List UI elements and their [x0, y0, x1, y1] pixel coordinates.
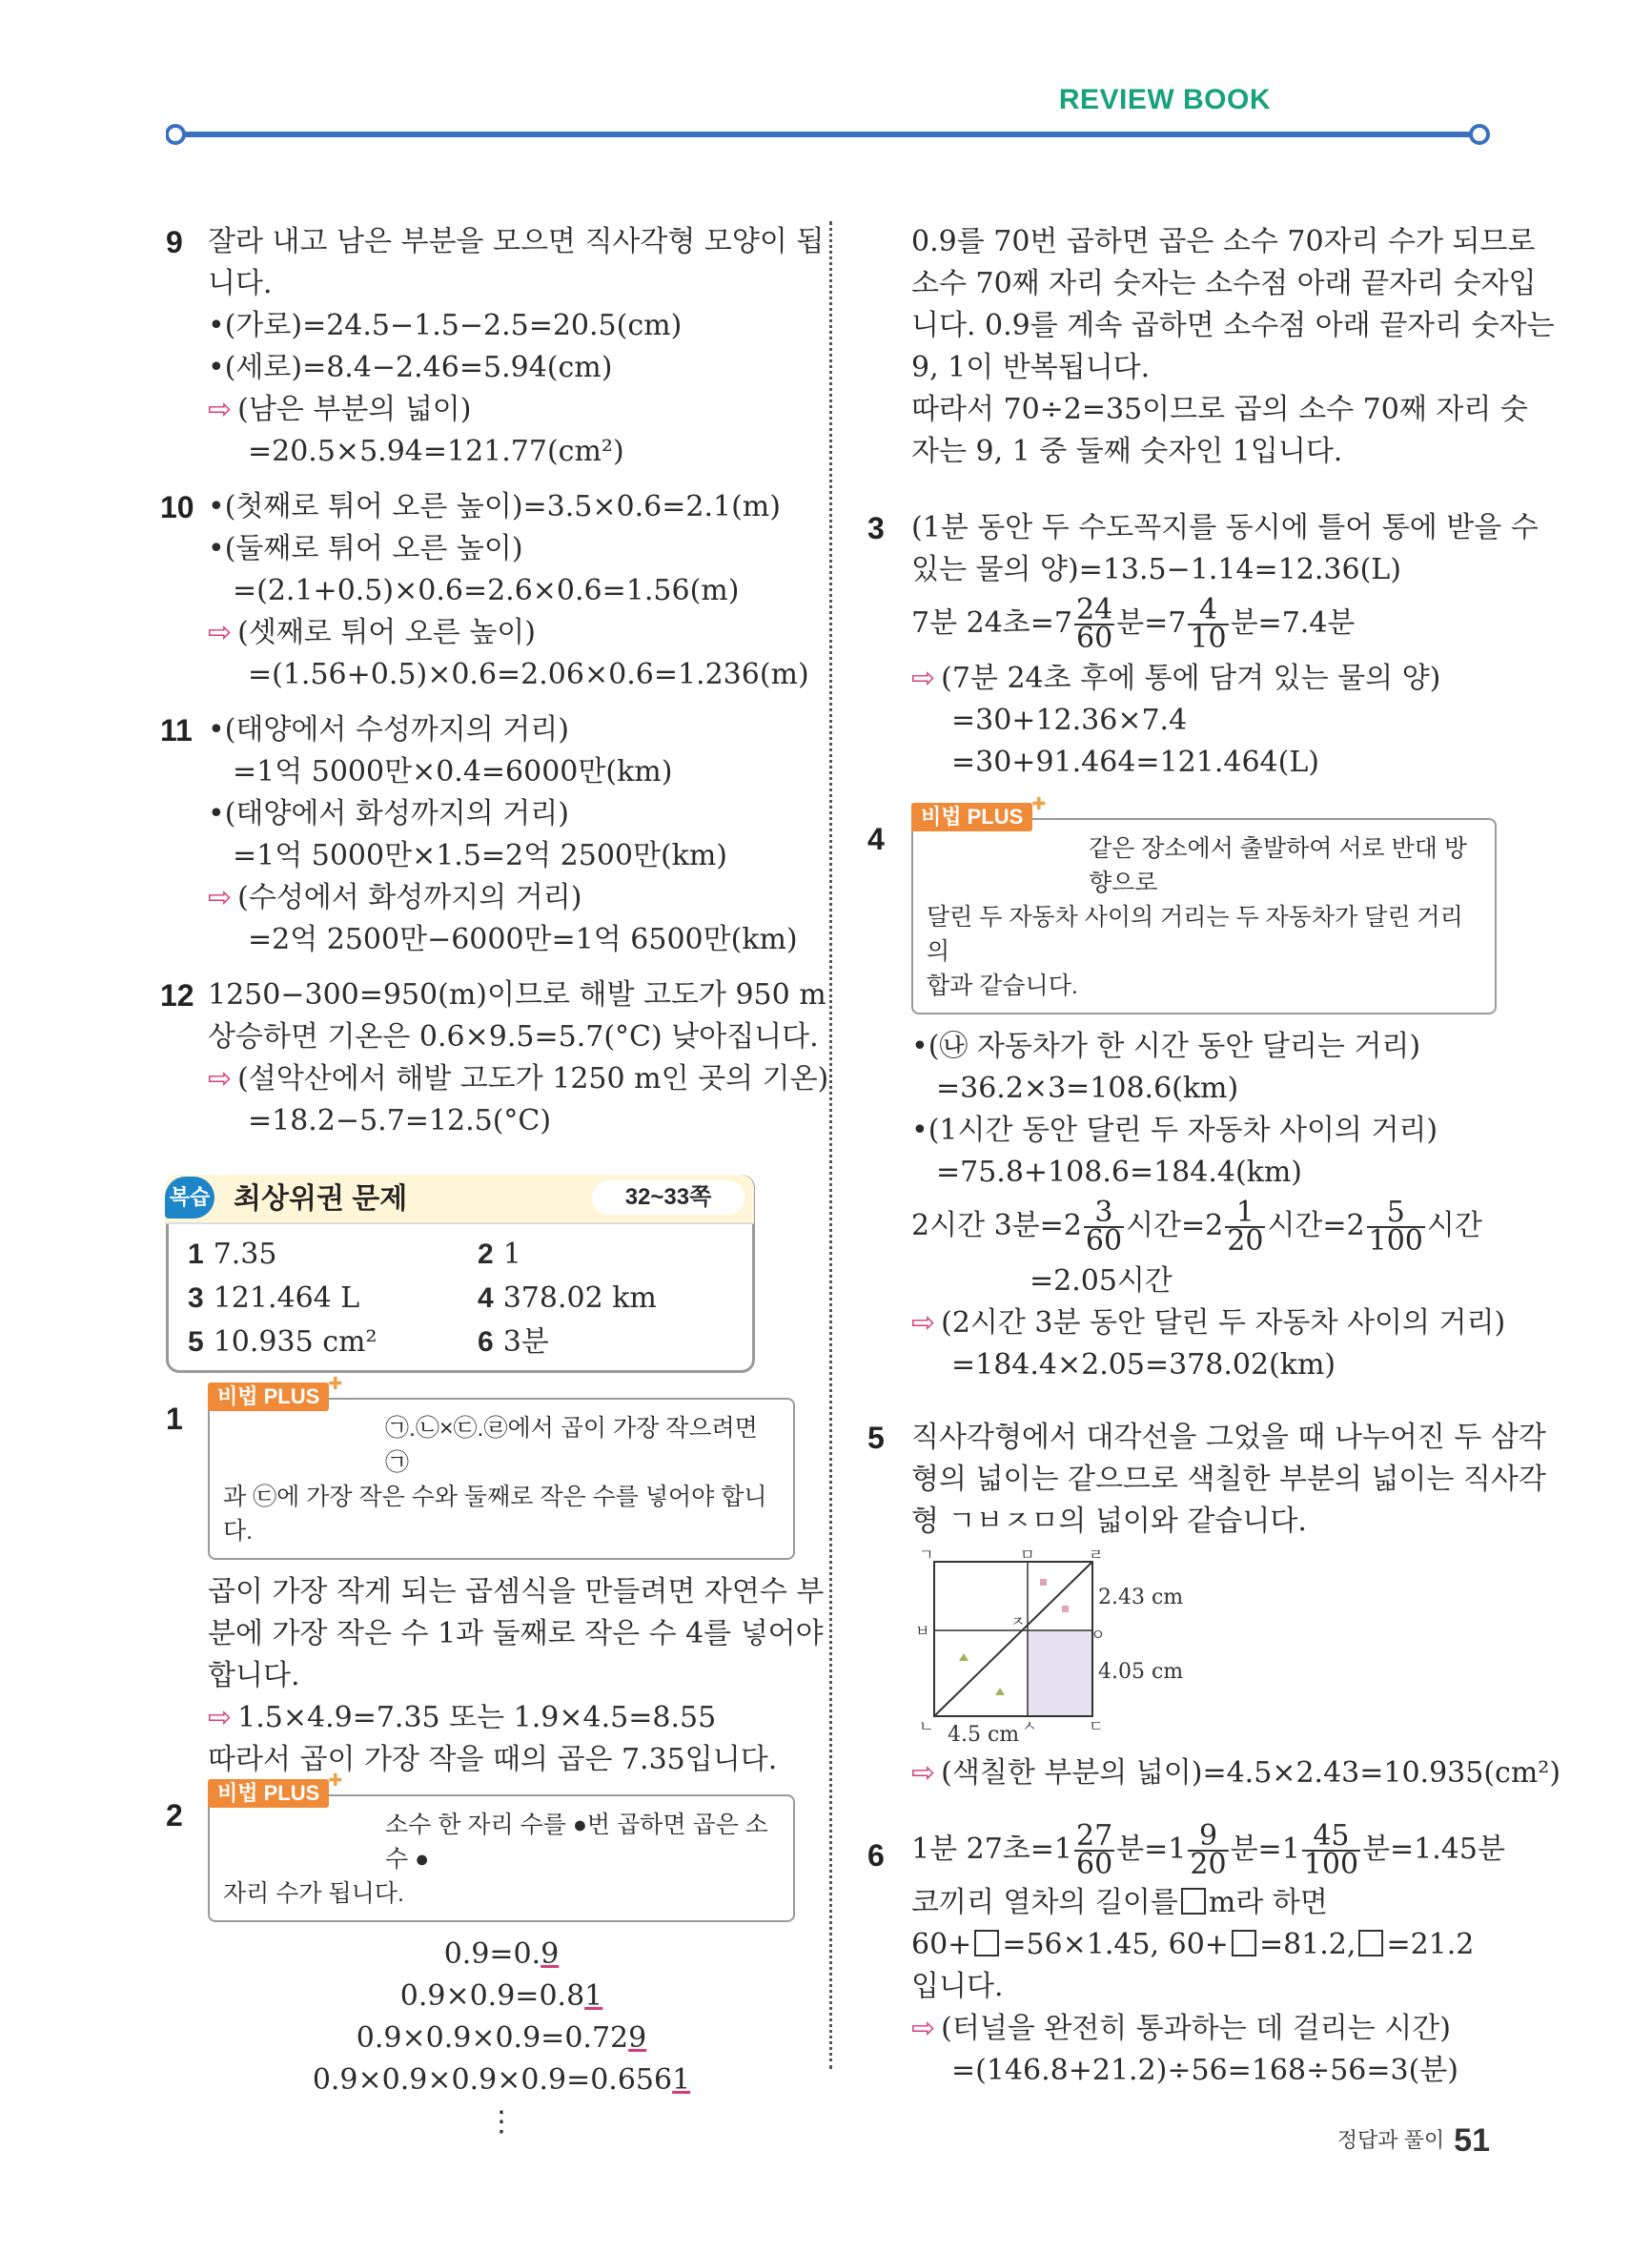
solution-3 — [867, 507, 1539, 784]
problem-number: 9 — [166, 225, 183, 259]
text-line: •(태양에서 화성까지의 거리) — [208, 797, 569, 830]
problem-number: 2 — [166, 1798, 183, 1833]
text-line: =(146.8+21.2)÷56=168÷56=3(분) — [951, 2054, 1458, 2087]
left-column — [160, 221, 829, 2157]
measure-label: 4.05 cm — [1098, 1660, 1184, 1684]
text-line: 따라서 70÷2=35이므로 곱의 소수 70째 자리 숫 — [911, 393, 1528, 426]
problem-number: 10 — [160, 490, 194, 524]
tip-text: 같은 장소에서 출발하여 서로 반대 방향으로 — [1089, 835, 1467, 896]
review-title: 최상위권 문제 — [234, 1183, 408, 1215]
review-pages: 32~33쪽 — [592, 1180, 744, 1215]
vertex-label: ㄹ — [1089, 1548, 1104, 1564]
text-line: 따라서 곱이 가장 작을 때의 곱은 7.35입니다. — [208, 1743, 778, 1776]
rectangle-diagram — [911, 1548, 1216, 1749]
tip-badge: 비법 PLUS ✚ — [208, 1383, 329, 1411]
text-line: =1억 5000만×0.4=6000만(km) — [233, 755, 673, 789]
arrow-icon: ⇨ — [911, 1756, 936, 1790]
problem-number: 11 — [160, 713, 193, 748]
tip-text: 합과 같습니다. — [927, 973, 1078, 999]
measure-label: 4.5 cm — [948, 1723, 1020, 1747]
solution-2-continued — [867, 221, 1555, 473]
arrow-icon: ⇨ — [911, 1306, 936, 1340]
solution-2 — [166, 1781, 795, 2143]
calc-block: 0.9=0.9 0.9×0.9=0.81 0.9×0.9×0.9=0.729 0.9×0.9×0.9×0.9=0.6561 ⋮ — [208, 1934, 795, 2143]
blank-box — [1358, 1930, 1383, 1956]
text-line: =18.2−5.7=12.5(°C) — [248, 1104, 552, 1137]
text-line: 0.9를 70번 곱하면 곱은 소수 70자리 수가 되므로 — [911, 225, 1536, 258]
text-line: (색칠한 부분의 넓이)=4.5×2.43=10.935(cm²) — [941, 1756, 1561, 1790]
answer-item: 5 10.935 cm² — [188, 1325, 377, 1359]
triangle-marker — [995, 1688, 1005, 1695]
text-line: (설악산에서 해발 고도가 1250 m인 곳의 기온) — [237, 1062, 829, 1096]
text-line: •(세로)=8.4−2.46=5.94(cm) — [208, 351, 613, 384]
answer-grid — [169, 1229, 752, 1364]
vertex-label: ㅅ — [1022, 1717, 1037, 1735]
text-line: 니다. 0.9를 계속 곱하면 소수점 아래 끝자리 숫자는 — [911, 309, 1555, 342]
text-line: 9, 1이 반복됩니다. — [911, 351, 1151, 384]
fraction-line: 2시간 3분=2 $\frac{3}{60}$ 시간=2 $\frac{1}{20}$ 시간=2 $\frac{5}{100}$ 시간 — [911, 1196, 1482, 1258]
text-line: (남은 부분의 넓이) — [237, 393, 472, 426]
measure-label: 2.43 cm — [1098, 1586, 1184, 1609]
solution-4 — [867, 805, 1506, 1386]
answer-item: 3 121.464 L — [188, 1281, 360, 1315]
solution-6 — [867, 1819, 1505, 2092]
tip-box — [911, 805, 1497, 1014]
arrow-icon: ⇨ — [911, 2012, 936, 2045]
answer-item: 1 7.35 — [188, 1238, 277, 1271]
tip-text: 자리 수가 됩니다. — [223, 1880, 404, 1907]
review-badge: 복습 — [165, 1177, 214, 1219]
tip-text: ㉠.㉡×㉢.㉣에서 곱이 가장 작으려면 ㉠ — [385, 1415, 758, 1476]
right-column — [867, 221, 1561, 2105]
text-line: 소수 70째 자리 숫자는 소수점 아래 끝자리 숫자입 — [911, 267, 1537, 300]
answer-item: 4 378.02 km — [478, 1281, 657, 1315]
arrow-icon: ⇨ — [208, 393, 233, 426]
header-rule — [166, 124, 1491, 145]
tip-box — [208, 1781, 795, 1922]
text-line: 입니다. — [911, 1970, 1004, 2003]
problem-10 — [160, 486, 809, 696]
text-line: (셋째로 튀어 오른 높이) — [237, 616, 536, 649]
vertex-label: ㅂ — [915, 1622, 930, 1640]
text-line: 곱이 가장 작게 되는 곱셈식을 만들려면 자연수 부 — [208, 1575, 825, 1608]
tip-text: 소수 한 자리 수를 ●번 곱하면 곱은 소수 ● — [385, 1812, 768, 1873]
text-line: =30+91.464=121.464(L) — [951, 746, 1319, 779]
text-line: =75.8+108.6=184.4(km) — [936, 1156, 1303, 1189]
text-line: =2.05시간 — [1030, 1264, 1173, 1298]
tip-badge: 비법 PLUS ✚ — [911, 803, 1032, 831]
tip-text: 달린 두 자동차 사이의 거리는 두 자동차가 달린 거리의 — [927, 904, 1463, 965]
vertex-label: ㅇ — [1091, 1626, 1106, 1644]
text-line: 형의 넓이는 같으므로 색칠한 부분의 넓이는 직사각 — [911, 1463, 1546, 1496]
vertex-label: ㄷ — [1089, 1717, 1104, 1735]
square-marker — [1040, 1579, 1047, 1586]
text-line: =184.4×2.05=378.02(km) — [951, 1348, 1336, 1382]
problem-number: 1 — [166, 1402, 183, 1436]
answer-item: 2 1 — [478, 1238, 521, 1271]
square-marker — [1062, 1606, 1069, 1612]
text-line: 직사각형에서 대각선을 그었을 때 나누어진 두 삼각 — [911, 1421, 1546, 1454]
header-title: REVIEW BOOK — [1058, 84, 1271, 115]
blank-box — [1181, 1888, 1206, 1915]
text-line: 합니다. — [208, 1659, 300, 1692]
text-line: 형 ㄱㅂㅈㅁ의 넓이와 같습니다. — [911, 1505, 1307, 1538]
tip-text: 과 ㉢에 가장 작은 수와 둘째로 작은 수를 넣어야 합니다. — [223, 1484, 767, 1545]
review-header — [165, 1175, 754, 1224]
text-line: •(첫째로 튀어 오른 높이)=3.5×0.6=2.1(m) — [208, 490, 781, 523]
text-line: 자는 9, 1 중 둘째 숫자인 1입니다. — [911, 435, 1343, 468]
text-line: (7분 24초 후에 통에 담겨 있는 물의 양) — [941, 662, 1441, 695]
text-line: 코끼리 열차의 길이를 m라 하면 — [911, 1886, 1328, 1919]
tip-badge: 비법 PLUS ✚ — [208, 1779, 329, 1808]
text-line: (2시간 3분 동안 달린 두 자동차 사이의 거리) — [941, 1306, 1506, 1340]
problem-number: 6 — [867, 1838, 885, 1873]
text-line: •(㉯ 자동차가 한 시간 동안 달리는 거리) — [911, 1030, 1421, 1063]
text-line: •(가로)=24.5−1.5−2.5=20.5(cm) — [208, 309, 683, 342]
text-line: =(2.1+0.5)×0.6=2.6×0.6=1.56(m) — [233, 574, 740, 607]
arrow-icon: ⇨ — [208, 1062, 233, 1096]
arrow-icon: ⇨ — [208, 1701, 233, 1734]
vertex-label: ㄴ — [919, 1717, 934, 1735]
tip-box — [208, 1384, 795, 1560]
shaded-region — [1028, 1630, 1092, 1716]
text-line: =(1.56+0.5)×0.6=2.06×0.6=1.236(m) — [248, 658, 809, 691]
text-line: =36.2×3=108.6(km) — [936, 1072, 1239, 1105]
page-number: 51 — [1454, 2122, 1490, 2159]
review-answer-box — [166, 1175, 755, 1373]
vertex-label: ㅁ — [1020, 1548, 1035, 1564]
text-line: (터널을 완전히 통과하는 데 걸리는 시간) — [941, 2012, 1451, 2045]
text-line: (수성에서 화성까지의 거리) — [237, 881, 582, 914]
problem-number: 12 — [160, 978, 194, 1013]
text-line: =30+12.36×7.4 — [951, 704, 1188, 737]
text-line: (1분 동안 두 수도꼭지를 동시에 틀어 통에 받을 수 — [911, 511, 1539, 544]
vertex-label: ㅈ — [1010, 1612, 1026, 1630]
arrow-icon: ⇨ — [208, 881, 233, 914]
triangle-marker — [959, 1653, 969, 1661]
ellipsis: ⋮ — [487, 2105, 516, 2139]
problem-9 — [166, 221, 825, 473]
blank-box — [974, 1930, 999, 1956]
text-line: 니다. — [208, 267, 273, 300]
page-footer — [1337, 2122, 1490, 2160]
problem-number: 3 — [867, 511, 885, 545]
solution-5 — [867, 1417, 1561, 1794]
solution-1 — [166, 1384, 825, 1781]
vertex-label: ㄱ — [919, 1548, 934, 1564]
text-line: 1.5×4.9=7.35 또는 1.9×4.5=8.55 — [237, 1701, 717, 1734]
text-line: =20.5×5.94=121.77(cm²) — [248, 435, 624, 468]
text-line: =1억 5000만×1.5=2억 2500만(km) — [233, 839, 728, 872]
text-line: •(둘째로 튀어 오른 높이) — [208, 532, 523, 565]
text-line: 60+ =56×1.45, 60+ =81.2, =21.2 — [911, 1928, 1475, 1961]
problem-number: 4 — [867, 822, 885, 856]
arrow-icon: ⇨ — [911, 662, 936, 695]
text-line: 상승하면 기온은 0.6×9.5=5.7(°C) 낮아집니다. — [208, 1020, 819, 1054]
fraction-line: 7분 24초=7 $\frac{24}{60}$ 분=7 $\frac{4}{10}$ 분=7.4분 — [911, 593, 1356, 655]
problem-number: 5 — [867, 1421, 885, 1455]
footer-label: 정답과 풀이 — [1336, 2128, 1445, 2152]
text-line: 잘라 내고 남은 부분을 모으면 직사각형 모양이 됩 — [208, 225, 825, 258]
text-line: •(태양에서 수성까지의 거리) — [208, 713, 569, 747]
answer-item: 6 3분 — [478, 1325, 549, 1359]
problem-12 — [160, 974, 829, 1142]
text-line: 있는 물의 양)=13.5−1.14=12.36(L) — [911, 553, 1401, 586]
blank-box — [1232, 1930, 1256, 1956]
arrow-icon: ⇨ — [208, 616, 233, 649]
text-line: 분에 가장 작은 수 1과 둘째로 작은 수 4를 넣어야 — [208, 1617, 824, 1650]
text-line: =2억 2500만−6000만=1억 6500만(km) — [248, 923, 798, 956]
problem-11 — [160, 709, 798, 961]
column-divider — [829, 221, 832, 2069]
fraction-line: 1분 27초=1 $\frac{27}{60}$ 분=1 $\frac{9}{20}$ 분=1 $\frac{45}{100}$ 분=1.45분 — [911, 1819, 1505, 1881]
text-line: •(1시간 동안 달린 두 자동차 사이의 거리) — [911, 1114, 1438, 1147]
text-line: 1250−300=950(m)이므로 해발 고도가 950 m — [208, 978, 826, 1012]
